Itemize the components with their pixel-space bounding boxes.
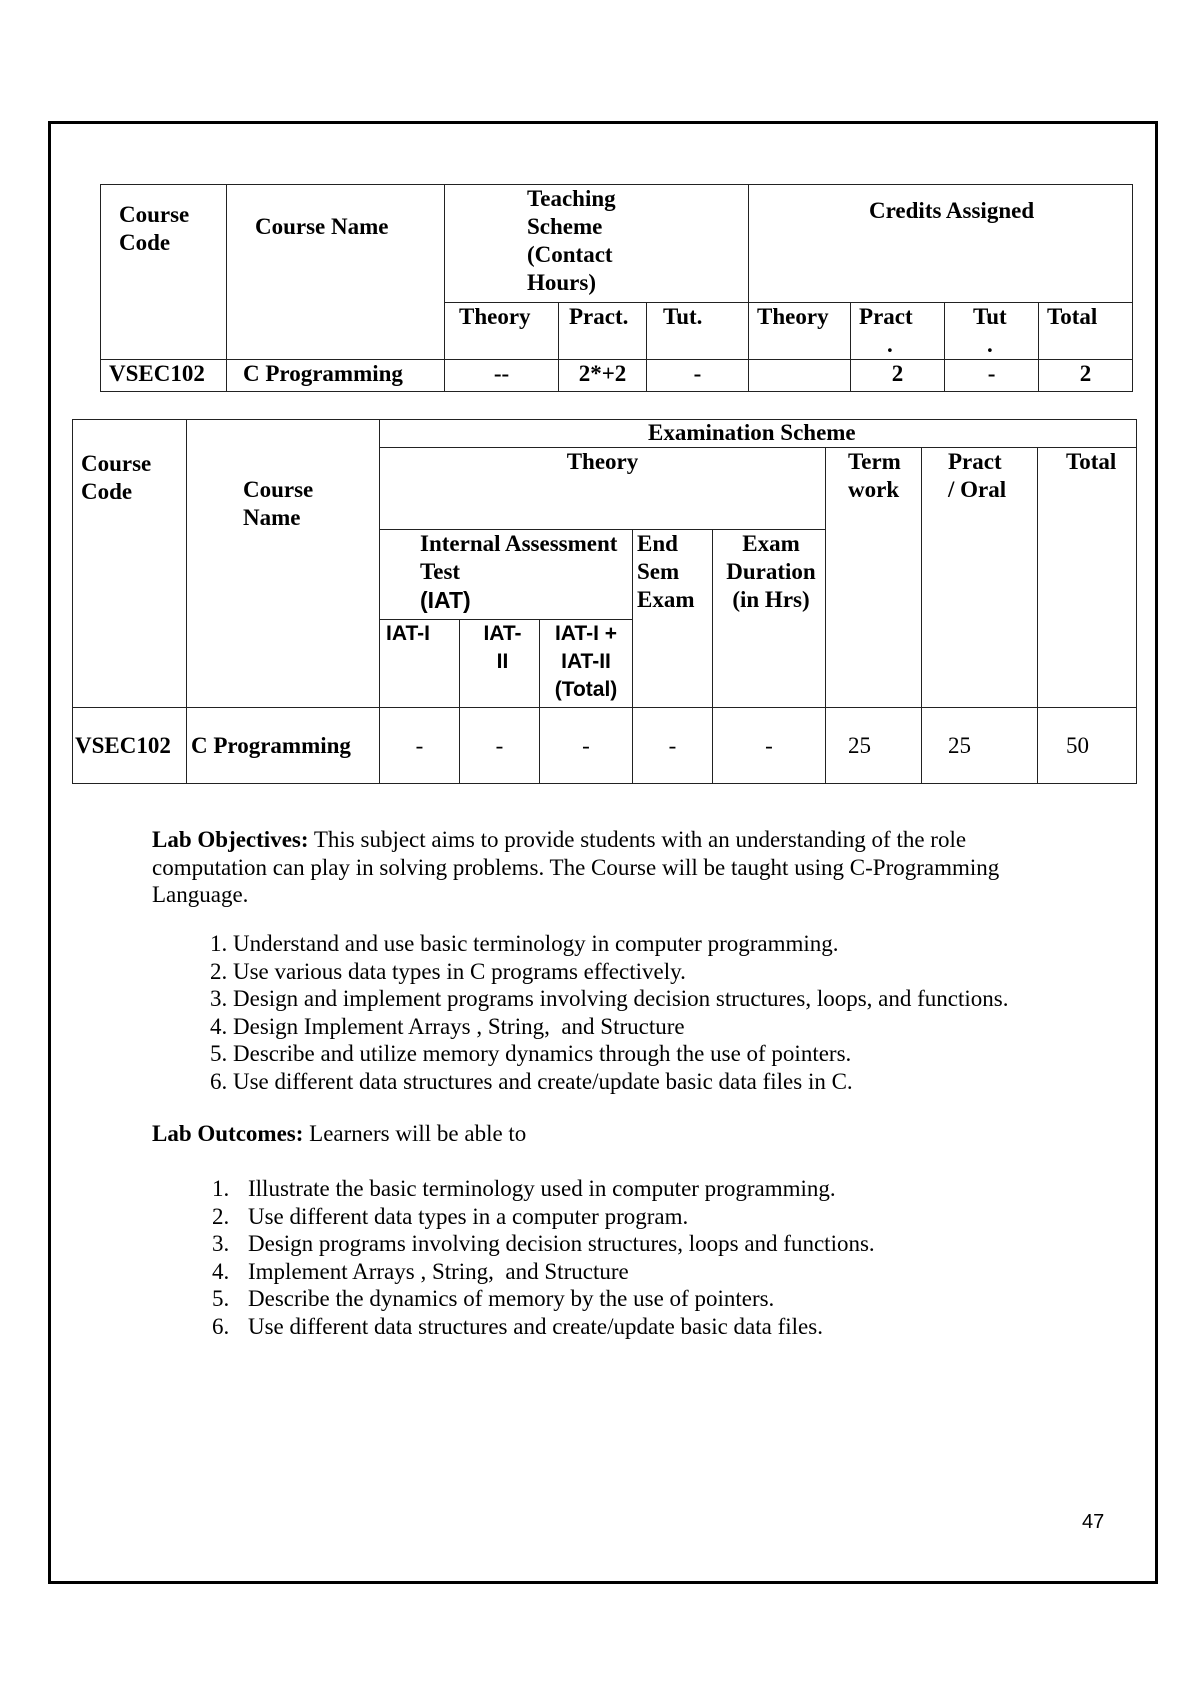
list-item: 3. Design and implement programs involving decision structures, loops, and functions.: [210, 986, 1009, 1011]
objective-text: Design and implement programs involving decision structures, loops, and functions.: [233, 986, 1009, 1011]
iat-header: [380, 530, 633, 620]
lab-objectives-list: [210, 930, 1009, 1095]
exam-total-header: Total: [1038, 448, 1137, 708]
lab-outcomes-text: Learners will be able to: [309, 1121, 527, 1146]
exam-course-code-cell: VSEC102: [73, 708, 187, 784]
ca-pract-cell: 2: [851, 360, 945, 392]
lab-objectives-paragraph: [152, 826, 1072, 909]
ca-tut-cell: -: [945, 360, 1039, 392]
iat2-header: IAT-II: [460, 620, 540, 708]
lab-outcomes-label: Lab Outcomes:: [152, 1121, 304, 1146]
teaching-scheme-table: [100, 184, 1133, 392]
exam-course-code-header: Course Code: [73, 420, 187, 708]
ts-pract-cell: 2*+2: [559, 360, 647, 392]
course-code-header: Course Code: [101, 185, 227, 360]
ca-pract-label: Pract: [859, 304, 913, 329]
lab-outcomes-paragraph: [152, 1120, 1072, 1148]
list-item: 6. Use different data structures and create/update basic data files.: [212, 1313, 823, 1339]
outcome-text: Illustrate the basic terminology used in computer programming.: [248, 1176, 836, 1201]
ts-theory-header: Theory: [445, 303, 559, 360]
teaching-scheme-header: Teaching Scheme (Contact Hours): [445, 185, 749, 303]
ts-pract-header: Pract.: [559, 303, 647, 360]
iat-abbr: (IAT): [420, 587, 471, 613]
credits-assigned-header: Credits Assigned: [749, 185, 1133, 303]
iat-header-label: Internal Assessment Test: [420, 531, 618, 584]
list-item: 6. Use different data structures and create/update basic data files in C.: [210, 1068, 853, 1094]
course-name-header: Course Name: [227, 185, 445, 360]
list-item: 1. Understand and use basic terminology in computer programming.: [210, 931, 839, 956]
list-item: 5. Describe and utilize memory dynamics through the use of pointers.: [210, 1041, 852, 1066]
list-item: 5. Describe the dynamics of memory by the use of pointers.: [212, 1286, 775, 1311]
exam-total-cell: 50: [1038, 708, 1137, 784]
list-item: 1. Illustrate the basic terminology used in computer programming.: [212, 1176, 836, 1201]
ca-total-header: Total: [1039, 303, 1133, 360]
end-sem-cell: -: [633, 708, 713, 784]
list-item: 3. Design programs involving decision structures, loops and functions.: [212, 1231, 875, 1256]
ts-tut-cell: -: [647, 360, 749, 392]
outcome-text: Describe the dynamics of memory by the use of pointers.: [248, 1286, 775, 1311]
objective-text: Use different data structures and create/update basic data files in C.: [233, 1068, 853, 1094]
objective-text: Design Implement Arrays , String, and Structure: [233, 1013, 685, 1039]
iat-total-header: IAT-I + IAT-II (Total): [540, 620, 633, 708]
ca-tut-header: [945, 303, 1039, 360]
objective-text: Describe and utilize memory dynamics through the use of pointers.: [233, 1041, 852, 1066]
ca-tut-dot: .: [987, 332, 993, 357]
pract-oral-cell: 25: [922, 708, 1038, 784]
page-number: 47: [1082, 1511, 1105, 1533]
pract-oral-header: Pract / Oral: [922, 448, 1038, 708]
exam-course-name-cell: C Programming: [187, 708, 380, 784]
ts-tut-header: Tut.: [647, 303, 749, 360]
objective-text: Use various data types in C programs effectively.: [233, 958, 686, 984]
theory-header: Theory: [380, 448, 826, 530]
term-work-header: Term work: [826, 448, 922, 708]
iat2-cell: -: [460, 708, 540, 784]
lab-outcomes-list: [212, 1175, 875, 1340]
outcome-text: Use different data structures and create/update basic data files.: [248, 1313, 823, 1339]
outcome-text: Implement Arrays , String, and Structure: [248, 1258, 629, 1284]
ca-pract-header: [851, 303, 945, 360]
exam-duration-header: Exam Duration (in Hrs): [713, 530, 826, 708]
objective-text: Understand and use basic terminology in computer programming.: [233, 931, 839, 956]
lab-objectives-text: This subject aims to provide students with an understanding of the role computation can play in solving problems. The Course will be taught using C-Programming Language.: [152, 827, 1000, 907]
iat-total-cell: -: [540, 708, 633, 784]
lab-objectives-label: Lab Objectives:: [152, 827, 309, 852]
iat1-header: IAT-I: [380, 620, 460, 708]
exam-course-name-header: Course Name: [187, 420, 380, 708]
term-work-cell: 25: [826, 708, 922, 784]
end-sem-header: End Sem Exam: [633, 530, 713, 708]
list-item: 4. Design Implement Arrays , String, and Structure: [210, 1013, 685, 1039]
outcome-text: Use different data types in a computer program.: [248, 1203, 689, 1229]
ca-pract-dot: .: [887, 332, 893, 357]
list-item: 4. Implement Arrays , String, and Structure: [212, 1258, 629, 1284]
examination-scheme-header: Examination Scheme: [380, 420, 1137, 448]
ca-theory-cell: [749, 360, 851, 392]
list-item: 2. Use various data types in C programs effectively.: [210, 958, 686, 984]
course-code-cell: VSEC102: [101, 360, 227, 392]
duration-cell: -: [713, 708, 826, 784]
iat1-cell: -: [380, 708, 460, 784]
outcome-text: Design programs involving decision structures, loops and functions.: [248, 1231, 875, 1256]
course-name-cell: C Programming: [227, 360, 445, 392]
examination-scheme-table: [72, 419, 1137, 784]
ca-theory-header: Theory: [749, 303, 851, 360]
ts-theory-cell: --: [445, 360, 559, 392]
list-item: 2. Use different data types in a computer program.: [212, 1203, 689, 1229]
ca-tut-label: Tut: [973, 304, 1007, 329]
ca-total-cell: 2: [1039, 360, 1133, 392]
